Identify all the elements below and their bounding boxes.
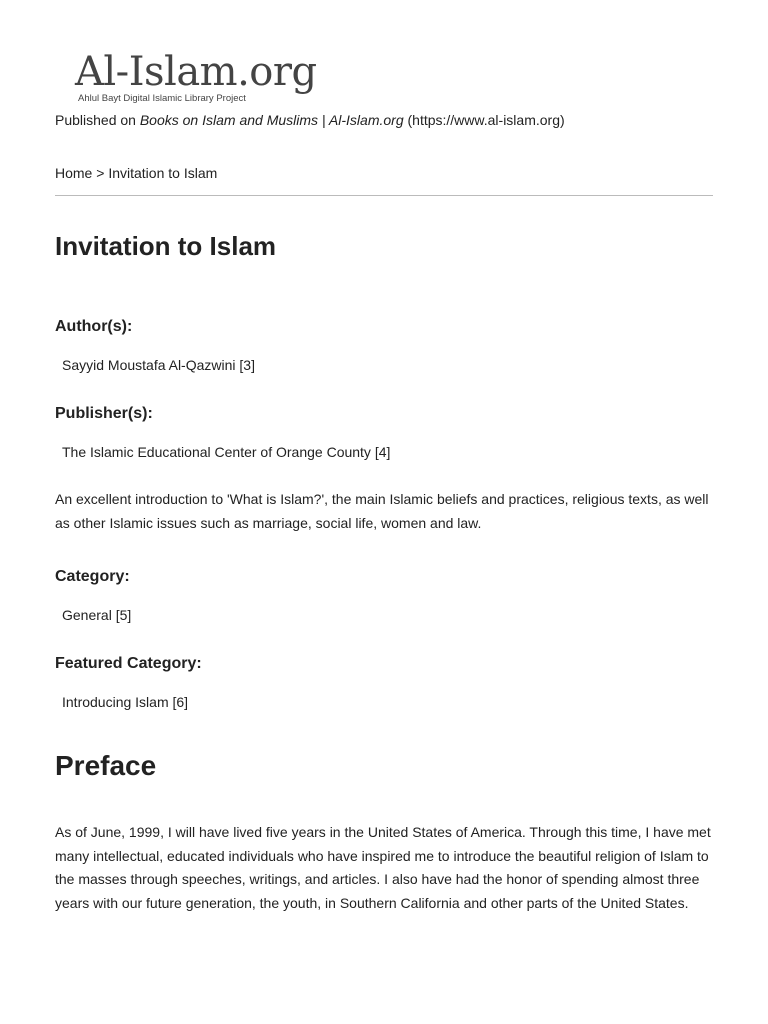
featured-category-value[interactable]: Introducing Islam [6] [62, 694, 189, 710]
published-line [55, 112, 565, 128]
published-site-link[interactable]: Books on Islam and Muslims | Al-Islam.org [139, 112, 404, 128]
header-divider [55, 195, 713, 196]
breadcrumb-separator: > [92, 165, 109, 181]
logo-subtitle: Ahlul Bayt Digital Islamic Library Project [78, 93, 246, 104]
breadcrumb-home-link[interactable]: Home [55, 165, 93, 181]
author-value[interactable]: Sayyid Moustafa Al-Qazwini [3] [62, 357, 255, 373]
published-prefix: Published on [55, 112, 140, 128]
publisher-label: Publisher(s): [55, 405, 153, 422]
page-title: Invitation to Islam [55, 231, 277, 261]
category-label: Category: [55, 568, 130, 585]
category-value[interactable]: General [5] [62, 607, 132, 623]
site-logo[interactable] [75, 49, 317, 106]
book-description: An excellent introduction to 'What is Islam?', the main Islamic beliefs and practices, religious texts, as well as other Islamic issues such as marriage, social life, women and law. [55, 491, 709, 531]
author-label: Author(s): [55, 318, 133, 335]
publisher-value[interactable]: The Islamic Educational Center of Orange County [4] [62, 444, 391, 460]
published-url: (https://www.al-islam.org) [403, 112, 565, 128]
preface-paragraph: As of June, 1999, I will have lived five years in the United States of America. Through this time, I have met many intellectual, educated individuals who have inspired me to introduce the beautiful religion of Islam to the masses through speeches, writings, and articles. I also have had the honor of spending almost three years with our future generation, the youth, in Southern California and other parts of the United States. [55, 824, 711, 911]
breadcrumb [55, 165, 217, 181]
featured-category-label: Featured Category: [55, 655, 202, 672]
logo-wordmark: Al-Islam.org [75, 49, 317, 95]
breadcrumb-current: Invitation to Islam [108, 165, 218, 181]
preface-heading: Preface [55, 750, 157, 781]
